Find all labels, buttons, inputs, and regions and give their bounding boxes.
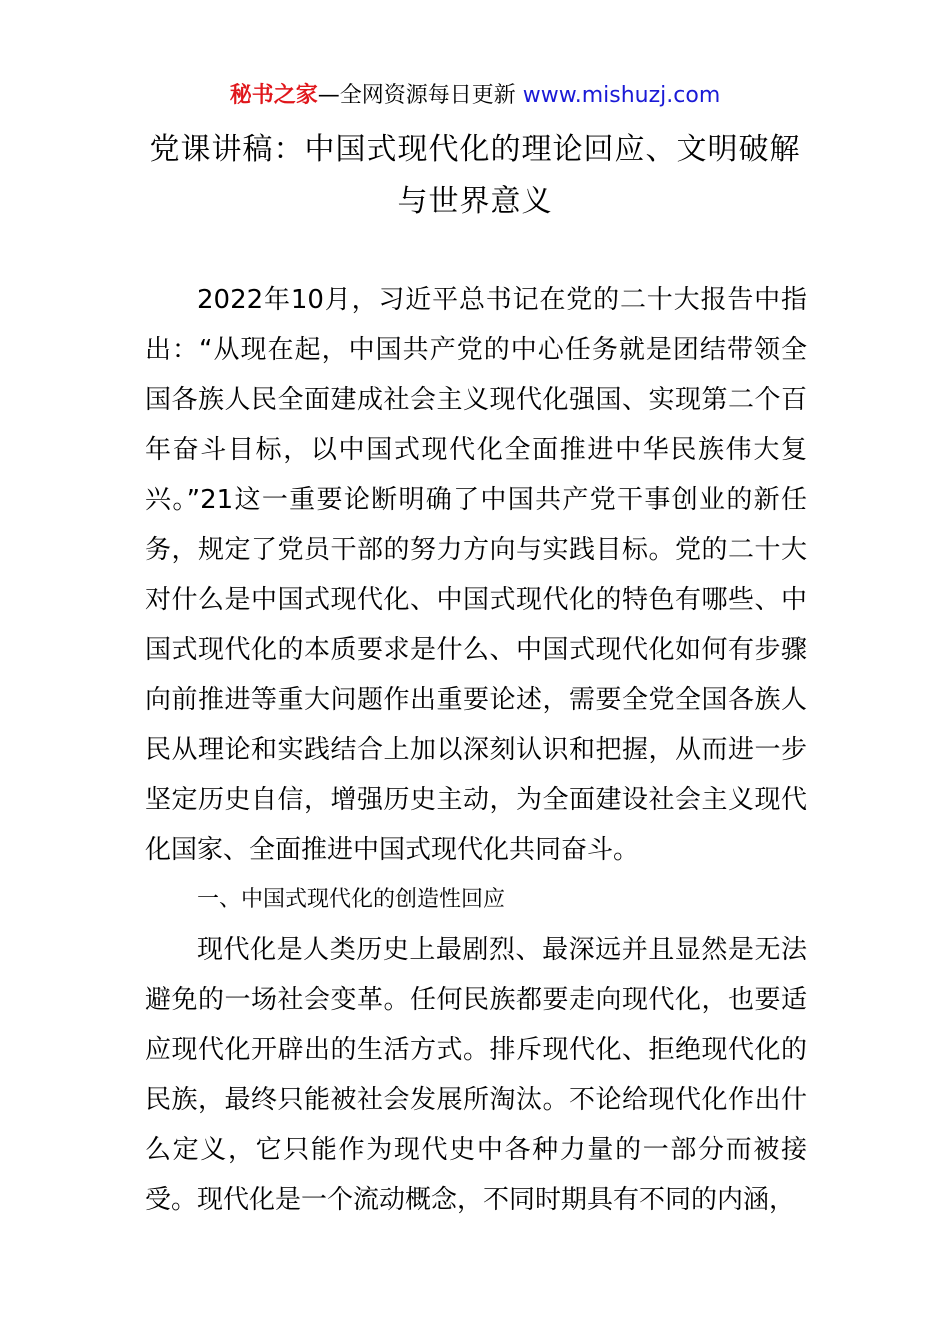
site-brand: 秘书之家 [229, 83, 318, 108]
body-paragraph: 现代化是人类历史上最剧烈、最深远并且显然是无法避免的一场社会变革。任何民族都要走向现代化，也要适应现代化开辟出的生活方式。排斥现代化、拒绝现代化的民族，最终只能被社会发展所淘汰。不论给现代化作出什么定义，它只能作为现代史中各种力量的一部分而被接受。现代化是一个流动概念，不同时期具有不同的内涵， [145, 935, 807, 1215]
site-header [0, 80, 950, 112]
body-paragraph: 2022年10月，习近平总书记在党的二十大报告中指出：“从现在起，中国共产党的中心任务就是团结带领全国各族人民全面建成社会主义现代化强国、实现第二个百年奋斗目标，以中国式现代化全面推进中华民族伟大复兴。”21这一重要论断明确了中国共产党干事创业的新任务，规定了党员干部的努力方向与实践目标。党的二十大对什么是中国式现代化、中国式现代化的特色有哪些、中国式现代化的本质要求是什么、中国式现代化如何有步骤向前推进等重大问题作出重要论述，需要全党全国各族人民从理论和实践结合上加以深刻认识和把握，从而进一步坚定历史自信，增强历史主动，为全面建设社会主义现代化国家、全面推进中国式现代化共同奋斗。 [145, 285, 807, 865]
site-slogan: —全网资源每日更新 [317, 83, 523, 108]
site-url-link[interactable]: www.mishuzj.com [522, 83, 721, 108]
section-heading: 一、中国式现代化的创造性回应 [197, 887, 506, 912]
document-body [145, 275, 807, 1225]
document-title: 党课讲稿：中国式现代化的理论回应、文明破解与世界意义 [149, 132, 801, 219]
